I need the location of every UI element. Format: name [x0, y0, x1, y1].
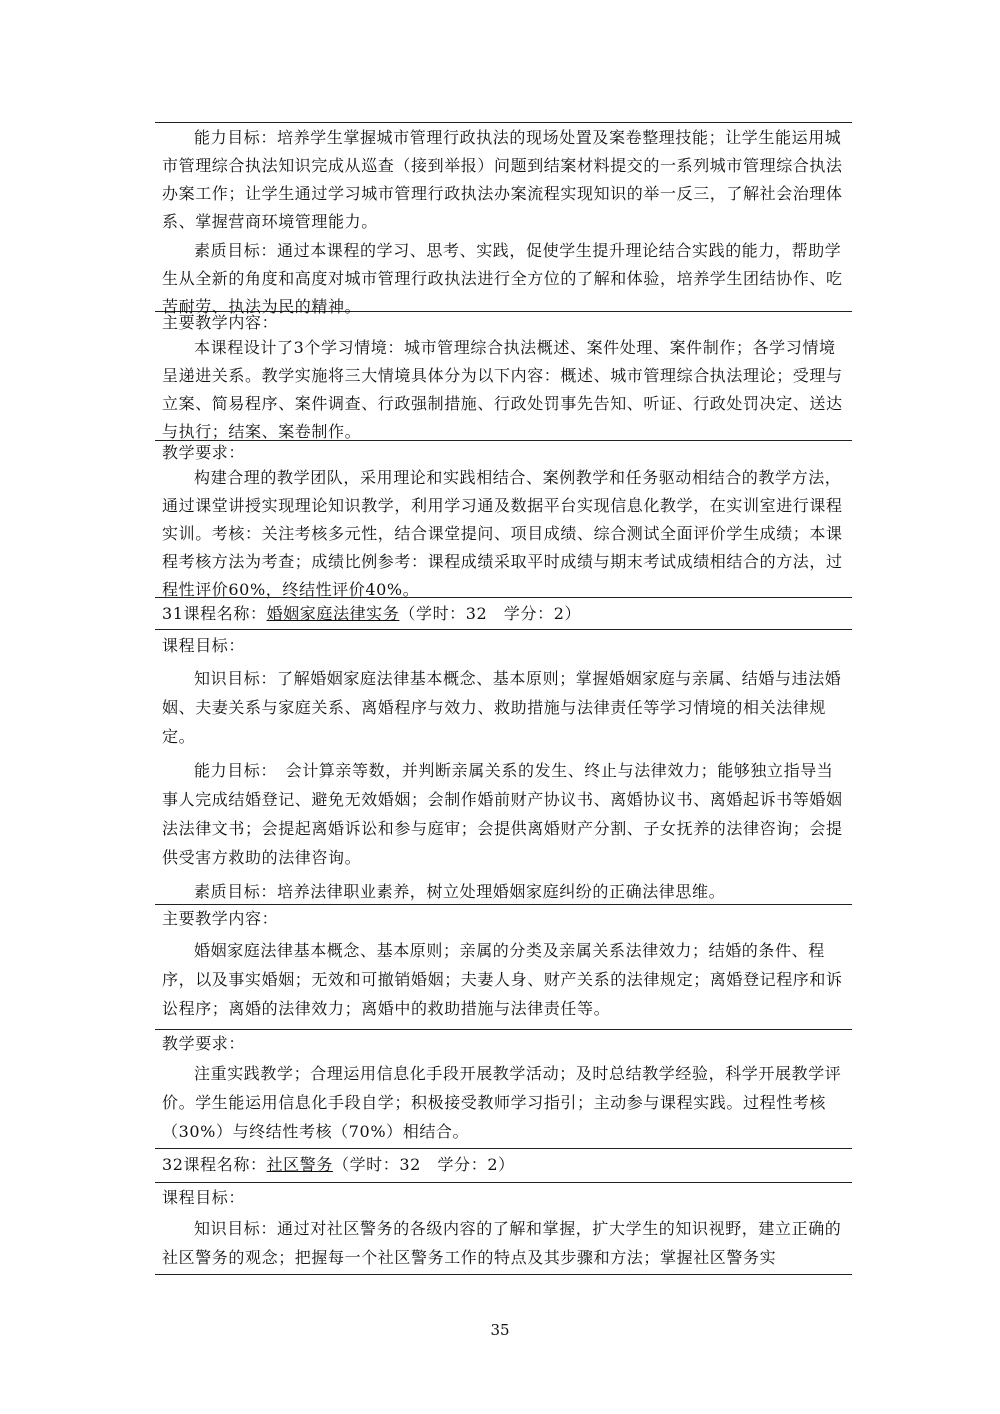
prev-req-heading: 教学要求：: [162, 443, 246, 462]
course31-quality-text: 素质目标：培养法律职业素养，树立处理婚姻家庭纠纷的正确法律思维。: [194, 882, 726, 901]
prev-ability-block: [162, 124, 846, 321]
course31-title: [162, 603, 581, 625]
course31-req-block: [162, 1059, 846, 1146]
prev-ability-text: 能力目标：培养学生掌握城市管理行政执法的现场处置及案卷整理技能；让学生能运用城市管理综合执法知识完成从巡查（接到举报）问题到结案材料提交的一系列城市管理综合执法办案工作；让学生通过学习城市管理行政执法办案流程实现知识的举一反三，了解社会治理体系、掌握营商环境管理能力。: [162, 128, 843, 231]
course31-content-block: [162, 936, 846, 1023]
prev-req-text: 构建合理的教学团队，采用理论和实践相结合、案例教学和任务驱动相结合的教学方法，通过课堂讲授实现理论知识教学，利用学习通及数据平台实现信息化教学，在实训室进行课程实训。考核：关注考核多元性，结合课堂提问、项目成绩、综合测试全面评价学生成绩；本课程考核方法为考查；成绩比例参考：课程成绩采取平时成绩与期末考试成绩相结合的方法，过程性评价60%，终结性评价40%。: [162, 468, 843, 599]
course31-title-prefix: 31课程名称：: [162, 604, 267, 623]
table-rule: [155, 1029, 852, 1030]
course32-title-name: 社区警务: [266, 1155, 333, 1174]
course31-title-suffix: （学时：32 学分：2）: [399, 604, 582, 623]
table-rule: [155, 629, 852, 630]
course32-title-suffix: （学时：32 学分：2）: [332, 1155, 515, 1174]
course31-req-text: 注重实践教学；合理运用信息化手段开展教学活动；及时总结教学经验，科学开展教学评价。学生能运用信息化手段自学；积极接受教师学习指引；主动参与课程实践。过程性考核（30%）与终结性考核（70%）相结合。: [162, 1064, 842, 1141]
course32-knowledge-text: 知识目标：通过对社区警务的各级内容的了解和掌握，扩大学生的知识视野，建立正确的社区警务的观念；把握每一个社区警务工作的特点及其步骤和方法；掌握社区警务实: [162, 1219, 842, 1267]
table-rule: [155, 122, 852, 123]
course32-goal-heading: 课程目标：: [162, 1188, 246, 1207]
course32-title: [162, 1154, 515, 1176]
prev-content-text: 本课程设计了3个学习情境：城市管理综合执法概述、案件处理、案件制作；各学习情境呈递进关系。教学实施将三大情境具体分为以下内容：概述、城市管理综合执法理论；受理与立案、简易程序、案件调查、行政强制措施、行政处罚事先告知、听证、行政处罚决定、送达与执行；结案、案卷制作。: [162, 338, 843, 441]
course31-goal-heading: 课程目标：: [162, 636, 246, 655]
table-rule: [155, 1182, 852, 1183]
course31-goal-block: [162, 664, 846, 906]
prev-content-block: [162, 334, 846, 446]
course31-ability-text: 能力目标： 会计算亲等数，并判断亲属关系的发生、终止与法律效力；能够独立指导当事人完成结婚登记、避免无效婚姻；会制作婚前财产协议书、离婚协议书、离婚起诉书等婚姻法法律文书；会提起离婚诉讼和参与庭审；会提供离婚财产分割、子女抚养的法律咨询；会提供受害方救助的法律咨询。: [162, 761, 843, 867]
table-rule: [155, 1148, 852, 1149]
course31-content-heading: 主要教学内容：: [162, 909, 279, 928]
page-number: 35: [490, 1321, 510, 1339]
course31-content-text: 婚姻家庭法律基本概念、基本原则；亲属的分类及亲属关系法律效力；结婚的条件、程序，以及事实婚姻；无效和可撤销婚姻；夫妻人身、财产关系的法律规定；离婚登记程序和诉讼程序；离婚的法律效力；离婚中的救助措施与法律责任等。: [162, 941, 843, 1018]
prev-quality-text: 素质目标：通过本课程的学习、思考、实践，促使学生提升理论结合实践的能力，帮助学生从全新的角度和高度对城市管理行政执法进行全方位的了解和体验，培养学生团结协作、吃苦耐劳、执法为民的精神。: [162, 241, 843, 316]
course31-req-heading: 教学要求：: [162, 1034, 246, 1053]
course31-knowledge-text: 知识目标：了解婚姻家庭法律基本概念、基本原则；掌握婚姻家庭与亲属、结婚与违法婚姻、夫妻关系与家庭关系、离婚程序与效力、救助措施与法律责任等学习情境的相关法律规定。: [162, 669, 842, 746]
prev-content-heading: 主要教学内容：: [162, 313, 279, 332]
course32-title-prefix: 32课程名称：: [162, 1155, 267, 1174]
table-rule: [155, 1274, 852, 1275]
course31-title-name: 婚姻家庭法律实务: [266, 604, 400, 623]
course32-goal-block: [162, 1214, 846, 1272]
prev-req-block: [162, 464, 846, 604]
